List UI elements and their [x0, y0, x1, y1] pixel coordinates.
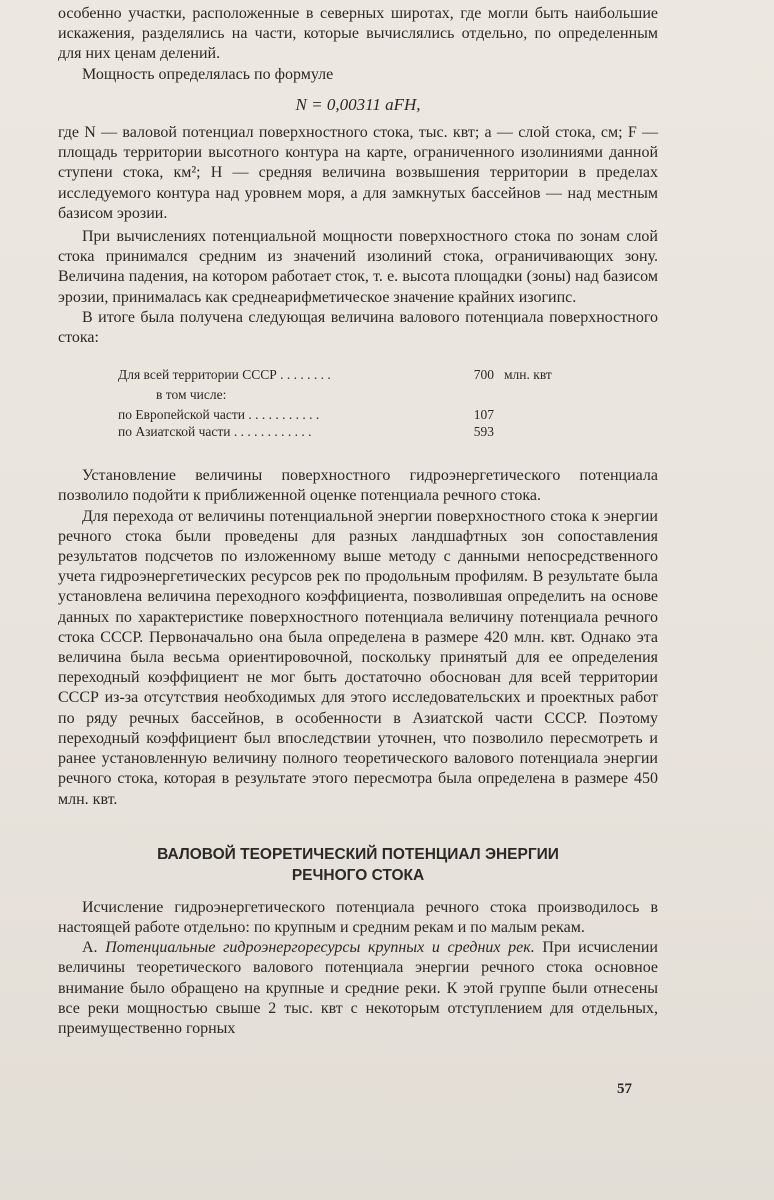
table-row [118, 406, 658, 423]
table-row-label: по Европейской части . . . . . . . . . . . [118, 407, 320, 423]
paragraph-river-potential: Для перехода от величины потенциальной энергии поверхностного стока к энергии речного стока были проведены для разных ландшафтных зон сопоставления результатов подсчетов по изложенному выше методу с данными непосредственного учета гидроэнергетических ресурсов рек по продольным профилям. В результате была установлена величина переходного коэффициента, позволившая определить на основе данных по характеристике поверхностного потенциала величину потенциала речного стока СССР. Первоначально она была определена в размере 420 млн. квт. Однако эта величина была весьма ориентировочной, поскольку принятый для ее определения переходный коэффициент не мог быть достаточно обоснован для всей территории СССР из-за отсутствия необходимых для этого исследовательских и проектных работ по ряду речных бассейнов, в особенности в Азиатской части СССР. Поэтому переходный коэффициент был впоследствии уточнен, что позволило пересмотреть и ранее установленную величину полного теоретического валового потенциала энергии речного стока, которая в результате этого пересмотра была определена в размере 450 млн. квт. [58, 507, 658, 808]
section-heading-line: ВАЛОВОЙ ТЕОРЕТИЧЕСКИЙ ПОТЕНЦИАЛ ЭНЕРГИИ [157, 845, 559, 863]
section-heading-line: РЕЧНОГО СТОКА [291, 866, 425, 884]
page-number: 57 [617, 1081, 632, 1097]
paragraph-result-intro: В итоге была получена следующая величина валового потенциала поверхностного стока: [58, 308, 658, 347]
paragraph-large-rivers [58, 938, 658, 1039]
paragraph-formula-legend: где N — валовой потенциал поверхностного стока, тыс. квт; a — слой стока, см; F — площадь территории высотного контура на карте, ограниченного изолиниями данной ступени стока, км²; H — средняя величина возвышения территории в пределах исследуемого контура над уровнем моря, а для замкнутых бассейнов — над местным базисом эрозии. [58, 124, 658, 222]
paragraph-section-intro: Исчисление гидроэнергетического потенциала речного стока производилось в настоящей работе отдельно: по крупным и средним рекам и по малым рекам. [58, 898, 658, 936]
table-row-value: 700 [473, 367, 494, 383]
text-column [58, 4, 658, 1039]
paragraph-body: При исчислении величины теоретического валового потенциала энергии речного стока основное внимание было обращено на крупные и средние реки. К этой группе были отнесены все реки мощностью свыше 2 тыс. квт с некоторым отступлением для отдельных, преимущественно горных [58, 939, 658, 1037]
paragraph-continuation: особенно участки, расположенные в северных широтах, где могли быть наибольшие искажения, разделялись на части, которые вычислялись отдельно, по определенным для них ценам делений. [58, 5, 658, 63]
section-heading [58, 844, 658, 886]
paragraph-formula-intro: Мощность определялась по формуле [82, 65, 334, 83]
table-row-value: 107 [473, 407, 494, 423]
paragraph-surface-potential: Установление величины поверхностного гидроэнергетического потенциала позволило подойти к приближенной оценке потенциала речного стока. [58, 467, 658, 505]
table-row-label: Для всей территории СССР . . . . . . . . [118, 367, 331, 383]
formula: N = 0,00311 aFH, [295, 94, 421, 114]
table-row [118, 423, 658, 440]
paragraph-italic-title: Потенциальные гидроэнергоресурсы крупных и средних рек. [105, 939, 535, 957]
table-row-label: по Азиатской части . . . . . . . . . . . . [118, 424, 312, 440]
table-subheading: в том числе: [156, 387, 227, 403]
paragraph-prefix: А. [82, 939, 106, 957]
table-row-unit: млн. квт [504, 367, 552, 383]
paragraph-zones: При вычислениях потенциальной мощности поверхностного стока по зонам слой стока принимался средним из значений изолиний стока, ограничивающих зону. Величина падения, на котором работает сток, т. е. высота площадки (зоны) над базисом эрозии, принималась как среднеарифметическое значение крайних изогипс. [58, 228, 658, 306]
table-row-value: 593 [473, 424, 494, 440]
potential-table [118, 366, 658, 440]
table-row [118, 366, 658, 383]
